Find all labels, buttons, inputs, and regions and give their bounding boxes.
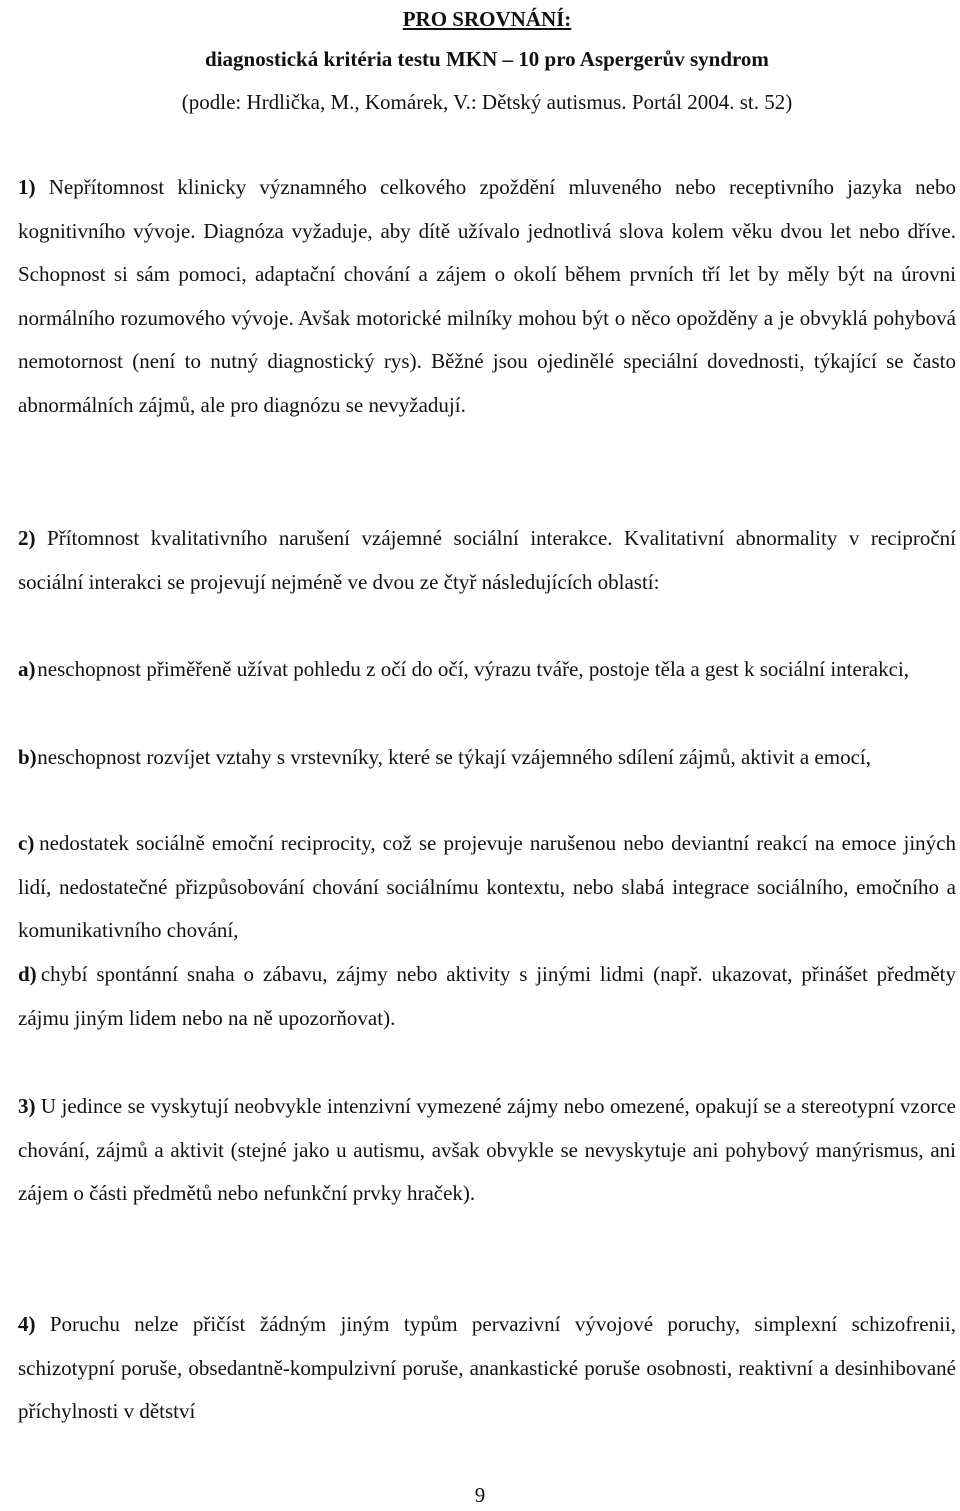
section-number: 4) — [18, 1312, 36, 1336]
list-item-d — [18, 953, 956, 1040]
list-item-text: chybí spontánní snaha o zábavu, zájmy nebo aktivity s jinými lidmi (např. ukazovat, přinášet předměty zájmu jiným lidem nebo na ně upozorňovat). — [18, 962, 956, 1030]
list-item-text: neschopnost přiměřeně užívat pohledu z očí do očí, výrazu tváře, postoje těla a gest k sociální interakci, — [32, 657, 910, 681]
section-text: Přítomnost kvalitativního narušení vzájemné sociální interakce. Kvalitativní abnormality v reciproční sociální interakci se projevují nejméně ve dvou ze čtyř následujících oblastí: — [18, 526, 956, 594]
document-subtitle: diagnostická kritéria testu MKN – 10 pro Aspergerův syndrom — [205, 47, 769, 71]
section-text: U jedince se vyskytují neobvykle intenzivní vymezené zájmy nebo omezené, opakují se a stereotypní vzorce chování, zájmů a aktivit (stejné jako u autismu, avšak obvykle se nevyskytuje ani pohybový manýrismus, ani zájem o části předmětů nebo nefunkční prvky hraček). — [18, 1094, 956, 1205]
list-item-letter: b) — [18, 745, 37, 769]
section-4 — [18, 1303, 956, 1434]
list-item-text: nedostatek sociálně emoční reciprocity, což se projevuje narušenou nebo deviantní reakcí na emoce jiných lidí, nedostatečné přizpůsobování chování sociálnímu kontextu, nebo slabá integrace sociálního, emočního a komunikativního chování, — [18, 831, 956, 942]
list-item-letter: d) — [18, 962, 37, 986]
section-text: Poruchu nelze přičíst žádným jiným typům pervazivní vývojové poruchy, simplexní schizofrenii, schizotypní poruše, obsedantně-kompulzivní poruše, anankastické poruše osobnosti, reaktivní a desinhibované příchylnosti v dětství — [18, 1312, 956, 1423]
list-item-c — [18, 822, 956, 953]
list-item-letter: c) — [18, 831, 35, 855]
document-title: PRO SROVNÁNÍ: — [402, 7, 572, 31]
section-3 — [18, 1085, 956, 1216]
section-text: Nepřítomnost klinicky významného celkového zpoždění mluveného nebo receptivního jazyka nebo kognitivního vývoje. Diagnóza vyžaduje, aby dítě užívalo jednotlivá slova kolem věku dvou let nebo dříve. Schopnost si sám pomoci, adaptační chování a zájem o okolí během prvních tří let by měly být na úrovni normálního rozumového vývoje. Avšak motorické milníky mohou být o něco opožděny a je obvyklá pohybová nemotornost (není to nutný diagnostický rys). Běžné jsou ojedinělé speciální dovednosti, týkající se často abnormálních zájmů, ale pro diagnózu se nevyžadují. — [18, 175, 956, 417]
list-item-letter: a) — [18, 657, 36, 681]
list-item-text: neschopnost rozvíjet vztahy s vrstevníky, které se týkají vzájemného sdílení zájmů, aktivit a emocí, — [32, 745, 871, 769]
section-number: 3) — [18, 1094, 36, 1118]
page-number: 9 — [474, 1483, 486, 1507]
section-number: 2) — [18, 526, 36, 550]
section-2 — [18, 517, 956, 604]
source-citation: (podle: Hrdlička, M., Komárek, V.: Dětský autismus. Portál 2004. st. 52) — [181, 90, 793, 114]
section-number: 1) — [18, 175, 36, 199]
list-item-b — [18, 736, 956, 780]
section-1 — [18, 166, 956, 427]
list-item-a — [18, 648, 956, 692]
